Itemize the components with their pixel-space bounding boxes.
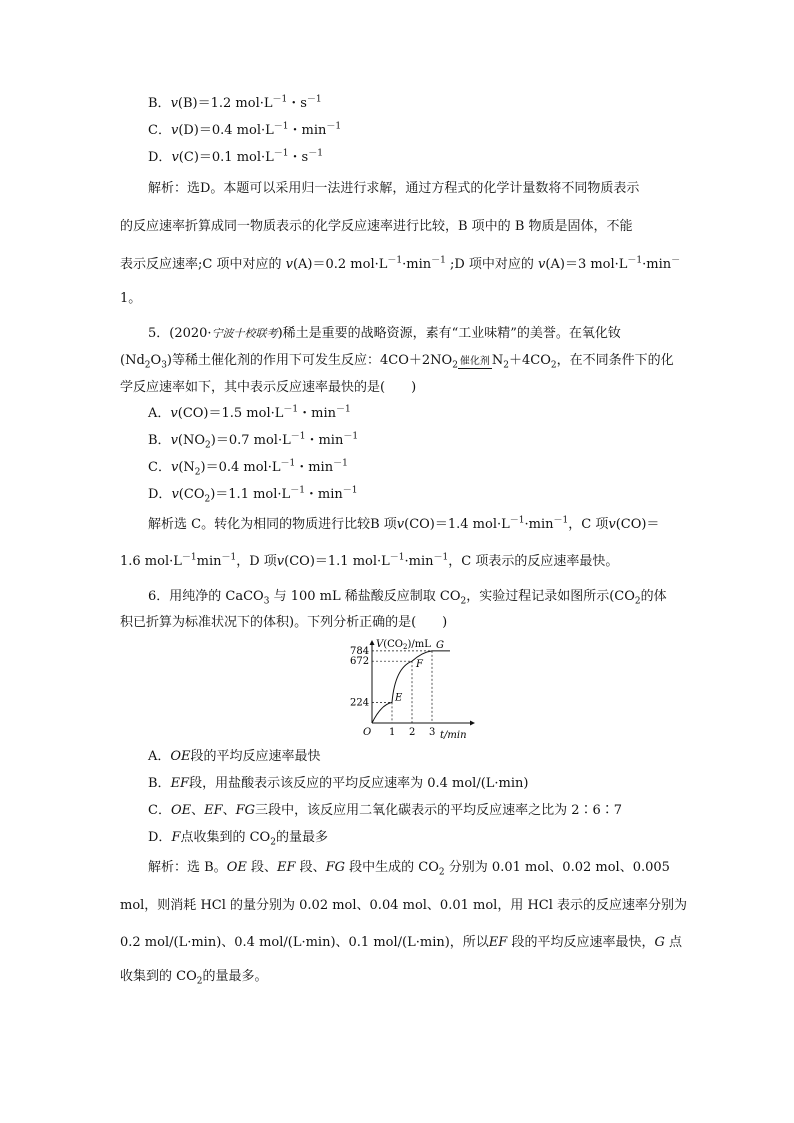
segment-label: OE bbox=[170, 749, 191, 764]
v-symbol: v bbox=[396, 517, 405, 532]
option-text: (CO)＝1.5 mol·L bbox=[177, 406, 284, 421]
unit-exp: －1 bbox=[283, 404, 299, 415]
q4-analysis-line1: 解析：选D。本题可以采用归一法进行求解，通过方程式的化学计量数将不同物质表示 bbox=[148, 181, 640, 196]
option-label: B． bbox=[148, 776, 171, 791]
option-label: A． bbox=[148, 406, 171, 421]
subscript: 2 bbox=[144, 360, 151, 371]
text: ，实验过程记录如图所示(CO bbox=[466, 589, 635, 604]
y-tick-224: 224 bbox=[350, 697, 370, 709]
question-source: 宁波十校联考 bbox=[211, 327, 278, 340]
v-symbol: v bbox=[170, 433, 178, 448]
text: ，C 项 bbox=[568, 517, 609, 532]
text: 段、 bbox=[246, 860, 277, 875]
question-number: 5．(2020· bbox=[148, 326, 212, 341]
q4-option-d bbox=[148, 149, 323, 167]
unit-exp: －1 bbox=[273, 148, 289, 159]
segment-label: FG bbox=[325, 860, 346, 875]
option-text: )＝0.7 mol·L bbox=[210, 433, 291, 448]
v-symbol: v bbox=[170, 96, 178, 111]
y-axis-arrow bbox=[370, 640, 375, 645]
option-text: )＝1.1 mol·L bbox=[210, 487, 291, 502]
option-label: C． bbox=[148, 803, 171, 818]
option-label: C． bbox=[148, 123, 171, 138]
option-label: B． bbox=[148, 433, 171, 448]
text: (CO)＝1.4 mol·L bbox=[404, 517, 510, 532]
origin-label: O bbox=[363, 727, 372, 738]
option-text: (NO bbox=[177, 433, 206, 448]
x-tick-1: 1 bbox=[389, 727, 396, 738]
q4-option-b bbox=[148, 95, 322, 113]
subscript: 2 bbox=[194, 467, 201, 478]
text: (Nd bbox=[120, 353, 145, 368]
unit-exp: －1 bbox=[431, 255, 446, 266]
text: 0.2 mol/(L·min)、0.4 mol/(L·min)、0.1 mol/(L·min)，所以 bbox=[120, 935, 489, 950]
segment-label: OE bbox=[170, 803, 192, 818]
text: (CO)＝ bbox=[615, 517, 660, 532]
v-symbol: v bbox=[608, 517, 616, 532]
y-tick-672: 672 bbox=[350, 656, 370, 668]
text: (A)＝0.2 mol·L bbox=[292, 257, 388, 272]
option-text: (B)＝1.2 mol·L bbox=[177, 96, 273, 111]
unit-exp: －1 bbox=[387, 255, 403, 266]
q5-option-d bbox=[148, 486, 358, 504]
v-symbol: v bbox=[538, 257, 546, 272]
text: 段中生成的 CO bbox=[345, 860, 439, 875]
text: min bbox=[196, 554, 222, 569]
option-text: 的量最多 bbox=[275, 830, 328, 845]
text: ;D 项中对应的 bbox=[445, 257, 539, 272]
unit-exp: －1 bbox=[306, 94, 322, 105]
point-label-G: G bbox=[436, 639, 444, 651]
unit-text: ・min bbox=[288, 123, 327, 138]
unit-exp: －1 bbox=[333, 458, 348, 469]
segment-label: FG bbox=[235, 803, 256, 818]
unit-exp: －1 bbox=[553, 515, 569, 526]
subscript: 2 bbox=[503, 360, 510, 371]
text: 分别为 0.01 mol、0.02 mol、0.005 bbox=[444, 860, 670, 875]
unit-text: ・s bbox=[288, 150, 309, 165]
subscript: 2 bbox=[452, 360, 458, 371]
unit-exp: －1 bbox=[280, 458, 296, 469]
text: (A)＝3 mol·L bbox=[545, 257, 628, 272]
segment-label: EF bbox=[276, 860, 296, 875]
unit-exp: －1 bbox=[326, 121, 342, 132]
q4-analysis-line3 bbox=[120, 256, 680, 274]
x-tick-3: 3 bbox=[429, 727, 436, 738]
option-text: 、 bbox=[222, 803, 236, 818]
subscript: 3 bbox=[263, 596, 270, 607]
y-axis-label: $V(CO_2)/mL$ bbox=[376, 639, 431, 651]
unit-exp: －1 bbox=[389, 552, 405, 563]
unit-text: ・min bbox=[305, 433, 344, 448]
graph-axes bbox=[370, 640, 476, 726]
text: 收集到的 CO bbox=[120, 969, 197, 984]
q6-analysis-line2: mol，则消耗 HCl 的量分别为 0.02 mol、0.04 mol、0.01 mol，用 HCl 表示的反应速率分别为 bbox=[120, 898, 688, 913]
point-label-F: F bbox=[416, 659, 423, 671]
v-symbol: v bbox=[276, 554, 285, 569]
q6-analysis-line4 bbox=[120, 968, 680, 986]
subscript: 2 bbox=[270, 837, 276, 848]
option-label: A． bbox=[148, 749, 171, 764]
x-axis-arrow bbox=[470, 721, 475, 726]
subscript: 2 bbox=[460, 596, 467, 607]
segment-label: EF bbox=[204, 803, 223, 818]
y-tick-784: 784 bbox=[350, 645, 370, 657]
q5-option-c bbox=[148, 459, 348, 477]
text: 点 bbox=[664, 935, 682, 950]
option-label: B． bbox=[148, 96, 171, 111]
subscript: 2 bbox=[205, 440, 211, 451]
option-label: C． bbox=[148, 460, 171, 475]
q6-option-a bbox=[148, 748, 321, 766]
option-label: D． bbox=[148, 150, 172, 165]
text: 与 100 mL 稀盐酸反应制取 CO bbox=[269, 589, 461, 604]
option-text: 段，用盐酸表示该反应的平均反应速率为 0.4 mol/(L·min) bbox=[189, 776, 529, 791]
unit-exp: －1 bbox=[181, 552, 197, 563]
point-label-E: E bbox=[395, 692, 403, 704]
segment-label: OE bbox=[226, 860, 247, 875]
text: 段的平均反应速率最快， bbox=[507, 935, 655, 950]
v-symbol: v bbox=[171, 487, 179, 502]
option-text: 、 bbox=[191, 803, 205, 818]
unit-exp: －1 bbox=[221, 552, 237, 563]
q5-analysis-line1 bbox=[148, 516, 659, 534]
text: ·min bbox=[642, 257, 672, 272]
q4-analysis-line2: 的反应速率折算成同一物质表示的化学反应速率进行比较，B 项中的 B 物质是固体，不能 bbox=[120, 219, 633, 234]
v-symbol: v bbox=[285, 257, 293, 272]
point-label: G bbox=[654, 935, 665, 950]
unit-exp: －1 bbox=[290, 431, 306, 442]
x-axis-label: t/min bbox=[440, 730, 467, 741]
q6-analysis-line1 bbox=[148, 859, 670, 877]
q4-analysis-line4: 1。 bbox=[120, 291, 142, 306]
option-label: D． bbox=[148, 830, 172, 845]
option-text: 段的平均反应速率最快 bbox=[190, 749, 321, 764]
text: )等稀土催化剂的作用下可发生反应：4CO＋2NO bbox=[166, 353, 453, 368]
unit-exp: －1 bbox=[273, 121, 289, 132]
unit-text: ・s bbox=[287, 96, 307, 111]
text: 6．用纯净的 CaCO bbox=[148, 589, 264, 604]
q6-stem-line2: 积已折算为标准状况下的体积)。下列分析正确的是( ) bbox=[120, 615, 448, 630]
q5-option-b bbox=[148, 432, 358, 450]
v-symbol: v bbox=[170, 406, 178, 421]
subscript: 2 bbox=[196, 976, 203, 987]
subscript: 2 bbox=[204, 494, 211, 505]
text: 1.6 mol·L bbox=[120, 554, 182, 569]
q5-option-a bbox=[148, 405, 351, 423]
unit-exp: －1 bbox=[335, 404, 351, 415]
option-text: )＝0.4 mol·L bbox=[200, 460, 281, 475]
segment-label: EF bbox=[488, 935, 508, 950]
text: ，在不同条件下的化 bbox=[556, 353, 674, 368]
subscript: 2 bbox=[634, 596, 641, 607]
text: ·min bbox=[402, 257, 432, 272]
subscript: 2 bbox=[550, 360, 557, 371]
v-symbol: v bbox=[170, 123, 179, 138]
unit-exp: －1 bbox=[433, 552, 449, 563]
co2-volume-graph bbox=[330, 638, 480, 742]
unit-exp: －1 bbox=[627, 255, 643, 266]
q5-analysis-line2 bbox=[120, 553, 680, 571]
unit-exp: －1 bbox=[509, 515, 525, 526]
option-text: 点收集到的 CO bbox=[180, 830, 271, 845]
segment-label: EF bbox=[170, 776, 190, 791]
text: 段、 bbox=[295, 860, 326, 875]
v-symbol: v bbox=[171, 150, 179, 165]
q6-option-d bbox=[148, 829, 328, 847]
unit-exp: －1 bbox=[343, 431, 359, 442]
text: 解析选 C。转化为相同的物质进行比较B 项 bbox=[148, 517, 397, 532]
point-label: F bbox=[171, 830, 181, 845]
catalyst-arrow: 催化剂 bbox=[459, 356, 490, 367]
q6-option-c bbox=[148, 802, 622, 820]
unit-text: ・min bbox=[298, 406, 336, 421]
text: ＋4CO bbox=[509, 353, 551, 368]
text: ，D 项 bbox=[236, 554, 277, 569]
unit-exp: －1 bbox=[342, 485, 358, 496]
unit-text: ・min bbox=[295, 460, 334, 475]
subscript: 2 bbox=[438, 867, 445, 878]
option-text: (C)＝0.1 mol·L bbox=[178, 150, 274, 165]
unit-exp: －1 bbox=[308, 148, 323, 159]
text: )稀土是重要的战略资源，素有“工业味精”的美誉。在氧化钕 bbox=[277, 326, 621, 341]
x-tick-2: 2 bbox=[409, 727, 416, 738]
text: 表示反应速率;C 项中对应的 bbox=[120, 257, 286, 272]
q6-option-b bbox=[148, 775, 528, 793]
unit-exp: －1 bbox=[290, 485, 305, 496]
text: 的体 bbox=[640, 589, 667, 604]
text: 解析：选 B。 bbox=[148, 860, 227, 875]
text: (CO)＝1.1 mol·L bbox=[284, 554, 390, 569]
option-label: D． bbox=[148, 487, 172, 502]
subscript: 3 bbox=[161, 360, 167, 371]
volume-curve bbox=[372, 651, 450, 723]
q5-stem-line2 bbox=[120, 352, 680, 370]
q5-stem-line1 bbox=[148, 325, 621, 343]
text: ，C 项表示的反应速率最快。 bbox=[448, 554, 619, 569]
q4-option-c bbox=[148, 122, 341, 140]
q5-stem-line3: 学反应速率如下，其中表示反应速率最快的是( ) bbox=[120, 380, 417, 395]
text: ·min bbox=[524, 517, 554, 532]
unit-exp: － bbox=[671, 255, 681, 266]
text: 的量最多。 bbox=[202, 969, 268, 984]
q6-analysis-line3 bbox=[120, 934, 680, 952]
v-symbol: v bbox=[170, 460, 179, 475]
unit-text: ・min bbox=[304, 487, 343, 502]
q6-stem-line1 bbox=[148, 588, 667, 606]
text: O bbox=[150, 353, 162, 368]
text: ·min bbox=[404, 554, 434, 569]
text: N bbox=[491, 353, 504, 368]
unit-exp: －1 bbox=[272, 94, 288, 105]
option-text: 三段中，该反应用二氧化碳表示的平均反应速率之比为 2∶6∶7 bbox=[255, 803, 623, 818]
option-text: (CO bbox=[178, 487, 205, 502]
option-text: (N bbox=[178, 460, 195, 475]
option-text: (D)＝0.4 mol·L bbox=[178, 123, 274, 138]
